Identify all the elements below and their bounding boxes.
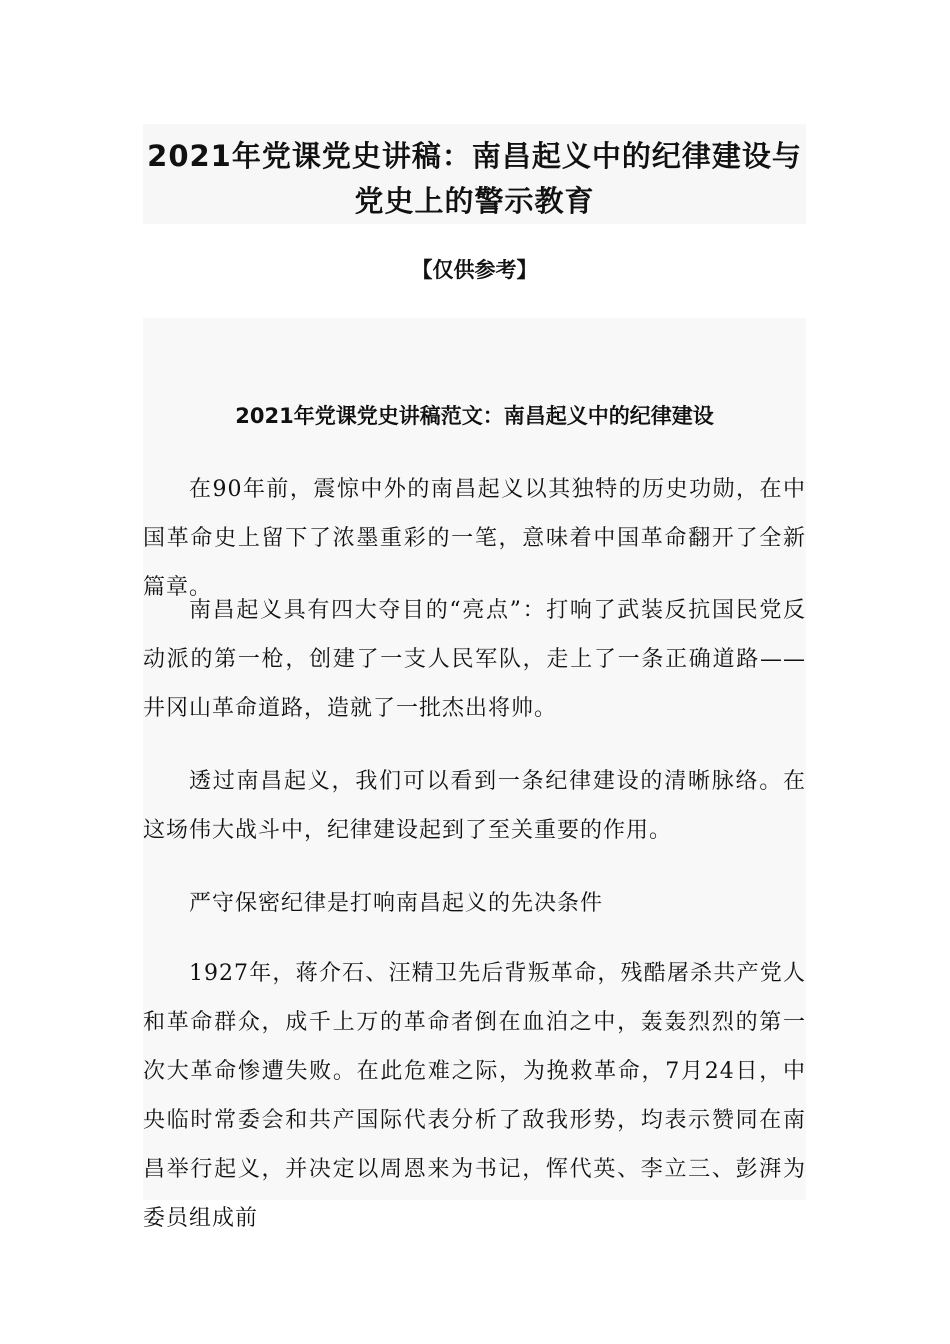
- paragraph: 透过南昌起义，我们可以看到一条纪律建设的清晰脉络。在这场伟大战斗中，纪律建设起到了至关重要的作用。: [143, 769, 806, 843]
- title-block: [143, 124, 806, 224]
- paragraph: 1927年，蒋介石、汪精卫先后背叛革命，残酷屠杀共产党人和革命群众，成千上万的革命者倒在血泊之中，轰轰烈烈的第一次大革命惨遭失败。在此危难之际，为挽救革命，7月24日，中央临时常委会和共产国际代表分析了敌我形势，均表示赞同在南昌举行起义，并决定以周恩来为书记，恽代英、李立三、彭湃为委员组成前: [143, 961, 806, 1231]
- paragraph: 在90年前，震惊中外的南昌起义以其独特的历史功勋，在中国革命史上留下了浓墨重彩的一笔，意味着中国革命翻开了全新篇章。: [143, 477, 806, 600]
- paragraph-subheading: 严守保密纪律是打响南昌起义的先决条件: [189, 891, 604, 916]
- paragraph: 南昌起义具有四大夺目的“亮点”：打响了武装反抗国民党反动派的第一枪，创建了一支人民军队，走上了一条正确道路——井冈山革命道路，造就了一批杰出将帅。: [143, 598, 806, 721]
- section-heading: 2021年党课党史讲稿范文：南昌起义中的纪律建设: [235, 404, 714, 428]
- body-block: [143, 318, 806, 1231]
- reference-only-note: 【仅供参考】: [411, 258, 538, 282]
- document-title: 2021年党课党史讲稿：南昌起义中的纪律建设与党史上的警示教育: [147, 139, 802, 218]
